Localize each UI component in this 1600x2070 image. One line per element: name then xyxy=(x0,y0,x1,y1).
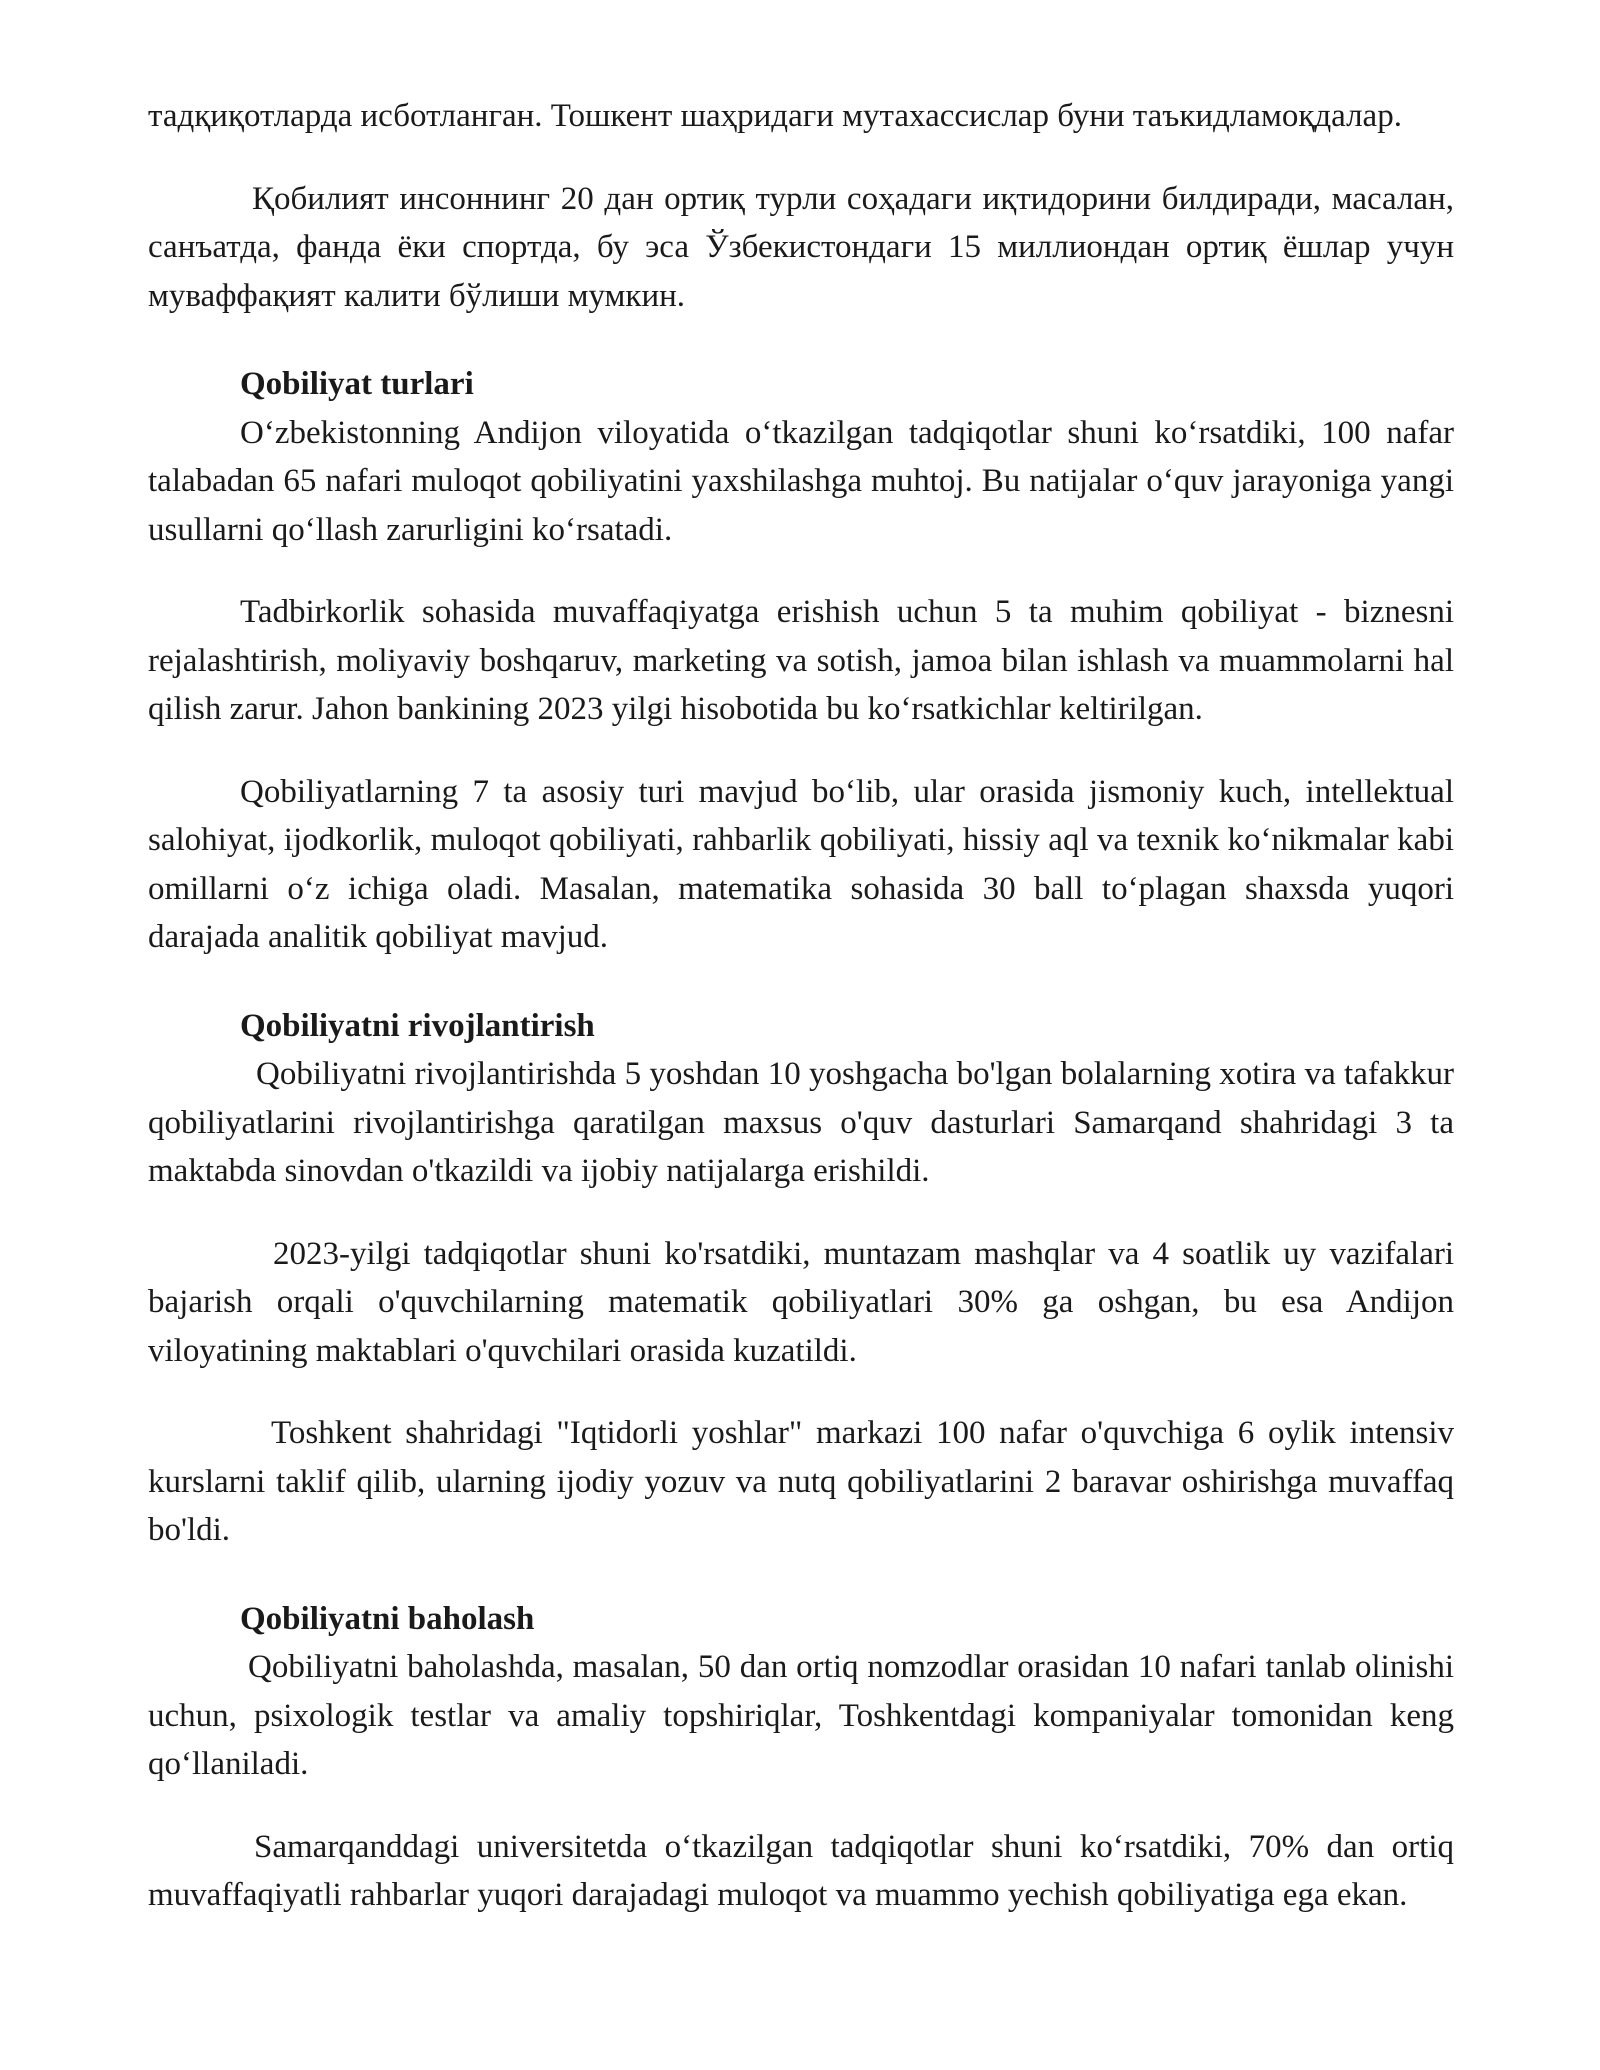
section-heading-development: Qobiliyatni rivojlantirish xyxy=(240,1007,595,1044)
paragraph-types-1: Oʻzbekistonning Andijon viloyatida oʻtkazilgan tadqiqotlar shuni koʻrsatdiki, 100 nafar talabadan 65 nafari muloqot qobiliyatini yaxshilashga muhtoj. Bu natijalar oʻquv jarayoniga yangi usullarni qoʻllash zarurligini koʻrsatadi. xyxy=(148,414,1454,548)
paragraph-intro: Қобилият инсоннинг 20 дан ортиқ турли соҳадаги иқтидорини билдиради, масалан, санъатда, фанда ёки спортда, бу эса Ўзбекистондаги 15 миллиондан ортиқ ёшлар учун муваффақият калити бўлиши мумкин. xyxy=(148,180,1454,314)
paragraph-types-2: Tadbirkorlik sohasida muvaffaqiyatga erishish uchun 5 ta muhim qobiliyat - biznesni rejalashtirish, moliyaviy boshqaruv, marketing va sotish, jamoa bilan ishlash va muammolarni hal qilish zarur. Jahon bankining 2023 yilgi hisobotida bu koʻrsatkichlar keltirilgan. xyxy=(148,594,1454,727)
paragraph-assessment-1: Qobiliyatni baholashda, masalan, 50 dan ortiq nomzodlar orasidan 10 nafari tanlab olinishi uchun, psixologik testlar va amaliy topshiriqlar, Toshkentdagi kompaniyalar tomonidan keng qoʻllaniladi. xyxy=(148,1649,1454,1782)
document-page xyxy=(148,92,1454,1920)
paragraph-continuation: тадқиқотларда исботланган. Тошкент шаҳридаги мутахассислар буни таъкидламоқдалар. xyxy=(148,98,1402,134)
section-heading-types: Qobiliyat turlari xyxy=(240,366,474,402)
paragraph-development-2: 2023-yilgi tadqiqotlar shuni ko'rsatdiki, muntazam mashqlar va 4 soatlik uy vazifalari bajarish orqali o'quvchilarning matematik qobiliyatlari 30% ga oshgan, bu esa Andijon viloyatining maktablari o'quvchilari orasida kuzatildi. xyxy=(148,1235,1454,1369)
paragraph-development-3: Toshkent shahridagi "Iqtidorli yoshlar" markazi 100 nafar o'quvchiga 6 oylik intensiv kurslarni taklif qilib, ularning ijodiy yozuv va nutq qobiliyatlarini 2 baravar oshirishga muvaffaq bo'ldi. xyxy=(148,1415,1454,1548)
paragraph-development-1: Qobiliyatni rivojlantirishda 5 yoshdan 10 yoshgacha bo'lgan bolalarning xotira va tafakkur qobiliyatlarini rivojlantirishga qaratilgan maxsus o'quv dasturlari Samarqand shahridagi 3 ta maktabda sinovdan o'tkazildi va ijobiy natijalarga erishildi. xyxy=(148,1056,1454,1189)
paragraph-assessment-2: Samarqanddagi universitetda oʻtkazilgan tadqiqotlar shuni koʻrsatdiki, 70% dan ortiq muvaffaqiyatli rahbarlar yuqori darajadagi muloqot va muammo yechish qobiliyatiga ega ekan. xyxy=(148,1828,1454,1913)
paragraph-types-3: Qobiliyatlarning 7 ta asosiy turi mavjud boʻlib, ular orasida jismoniy kuch, intellektual salohiyat, ijodkorlik, muloqot qobiliyati, rahbarlik qobiliyati, hissiy aql va texnik koʻnikmalar kabi omillarni oʻz ichiga oladi. Masalan, matematika sohasida 30 ball toʻplagan shaxsda yuqori darajada analitik qobiliyat mavjud. xyxy=(148,773,1454,955)
section-heading-assessment: Qobiliyatni baholash xyxy=(240,1600,535,1637)
